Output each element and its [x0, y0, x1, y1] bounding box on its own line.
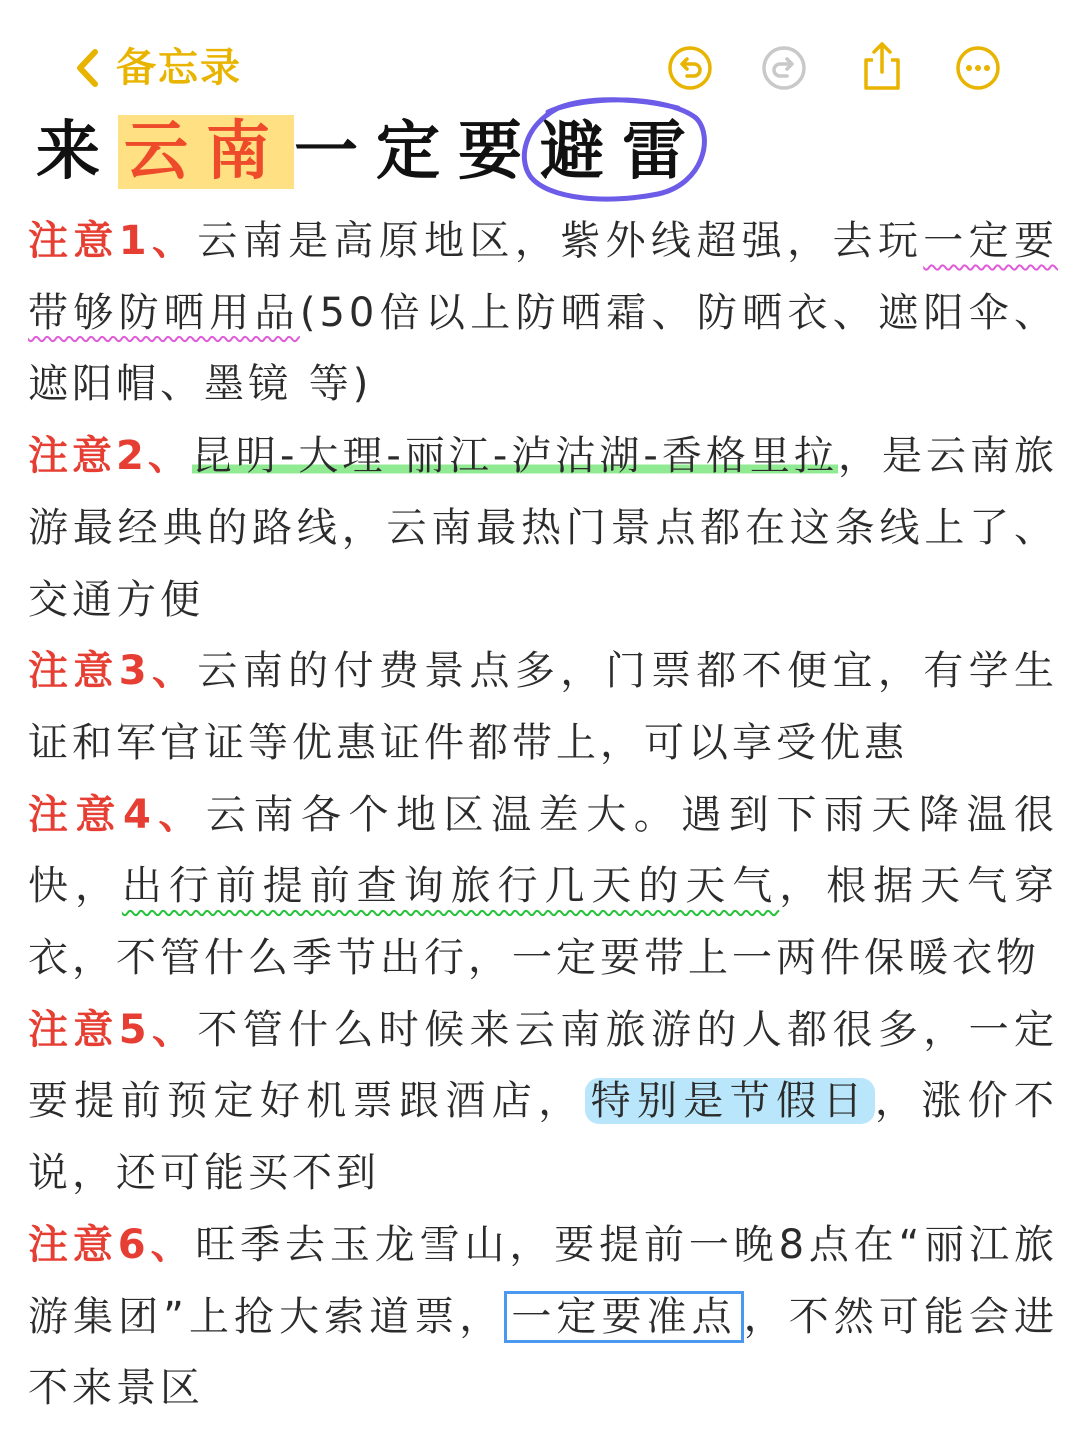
share-button[interactable]	[858, 40, 906, 88]
chevron-left-icon	[74, 48, 100, 88]
undo-icon	[666, 44, 714, 92]
back-label: 备忘录	[116, 45, 242, 91]
note-body	[28, 206, 1058, 1425]
share-icon	[858, 40, 906, 92]
note-text: (50倍以上防晒霜、防晒衣、遮阳伞、遮阳帽、墨镜 等)	[28, 289, 1058, 408]
note-item-5	[28, 995, 1058, 1210]
note-text: ，根据天气穿衣，不管什么季节出行，一定要带上一两件保暖衣物	[28, 863, 1059, 982]
note-label: 注意6、	[28, 1221, 196, 1268]
note-label: 注意4、	[28, 791, 206, 838]
note-text: 旺季去玉龙雪山，要提前一晚8点在“丽江旅游集团”上抢大索道票，	[28, 1221, 1058, 1340]
undo-button[interactable]	[666, 44, 714, 92]
note-underline: 一定要带够防晒用品	[28, 218, 1059, 336]
note-text: 云南的付费景点多，门票都不便宜，有学生证和军官证等优惠证件都带上，可以享受优惠	[28, 648, 1059, 766]
note-text: ，不然可能会进不来景区	[28, 1293, 1059, 1412]
note-title	[36, 108, 704, 196]
title-circled-text: 避雷	[540, 115, 704, 189]
note-label: 注意5、	[28, 1006, 198, 1053]
note-item-1	[28, 206, 1058, 421]
back-button[interactable]	[74, 40, 242, 96]
note-text: 云南各个地区温差大。遇到下雨天降温很快，	[28, 791, 1058, 910]
note-item-4	[28, 780, 1058, 995]
redo-icon	[760, 44, 808, 92]
title-part2: 一定要	[294, 115, 540, 189]
note-text: ，涨价不说，还可能买不到	[28, 1078, 1059, 1197]
note-item-3	[28, 636, 1058, 779]
note-label: 注意1、	[28, 218, 198, 264]
note-text: 不管什么时候来云南旅游的人都很多，一定要提前预定好机票跟酒店，	[28, 1006, 1059, 1125]
note-underline: 出行前提前查询旅行几天的天气	[121, 863, 780, 910]
note-item-6	[28, 1210, 1058, 1425]
title-highlight: 云南	[118, 115, 294, 189]
note-text: 云南是高原地区，紫外线超强，去玩	[197, 218, 924, 264]
note-label: 注意2、	[28, 433, 192, 480]
more-button[interactable]	[954, 44, 1002, 92]
note-label: 注意3、	[28, 648, 198, 695]
note-item-2	[28, 421, 1058, 636]
note-highlight: 特别是节假日	[585, 1078, 875, 1124]
note-text: ，是云南旅游最经典的路线，云南最热门景点都在这条线上了、交通方便	[28, 433, 1059, 623]
title-circled	[540, 108, 704, 196]
note-boxed: 一定要准点	[504, 1291, 743, 1343]
note-highlight: 昆明-大理-丽江-泸沽湖-香格里拉	[191, 433, 838, 480]
title-part1: 来	[36, 115, 118, 189]
redo-button[interactable]	[760, 44, 808, 92]
more-icon	[954, 44, 1002, 92]
scribble-circle-icon	[518, 92, 714, 210]
